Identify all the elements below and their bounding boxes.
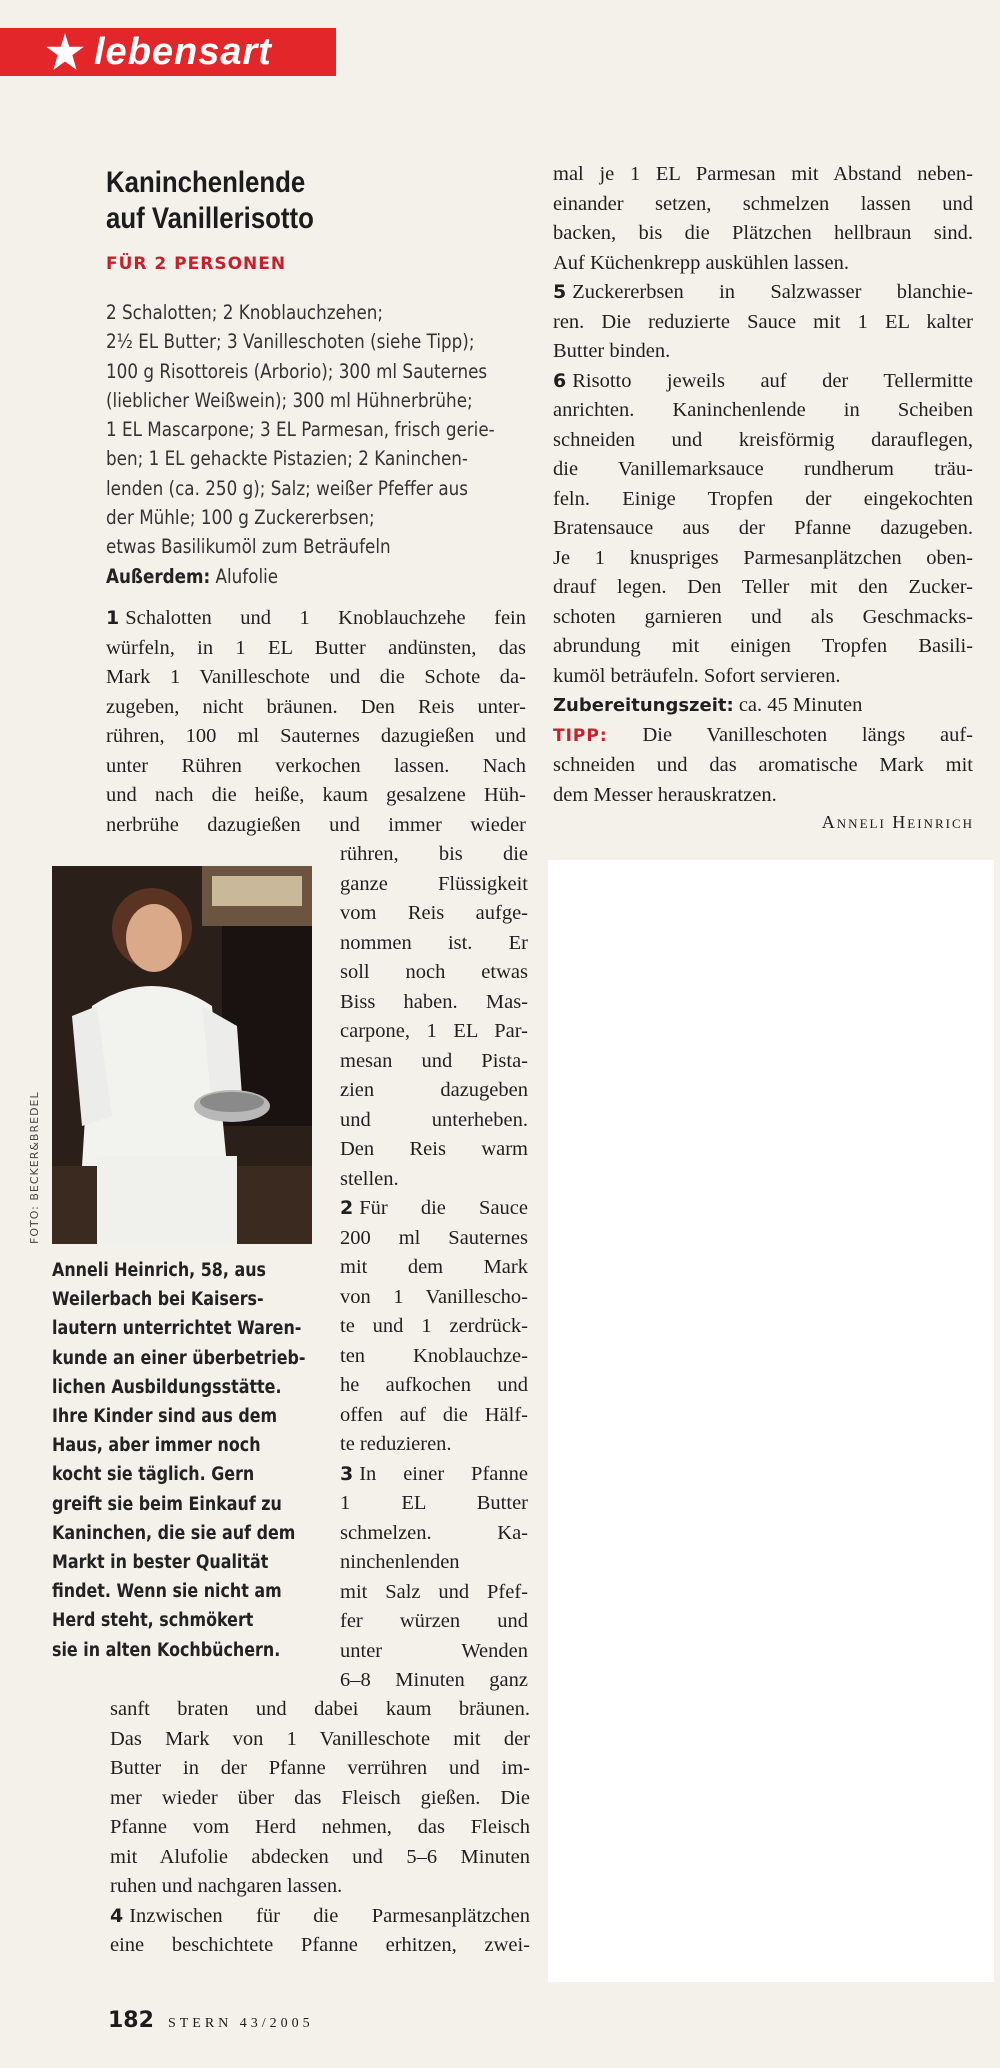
text-line: ninchenlenden bbox=[340, 1551, 460, 1573]
prep-time-value: ca. 45 Minuten bbox=[733, 694, 863, 716]
text-line: abrundung mit einigen Tropfen Basili- bbox=[553, 635, 973, 657]
step1-text bbox=[106, 604, 526, 840]
photo-credit: FOTO: BECKER&BREDEL bbox=[28, 1091, 41, 1244]
text-line: mit dem Mark bbox=[340, 1256, 528, 1278]
text-line: drauf legen. Den Teller mit den Zucker- bbox=[553, 576, 973, 598]
caption-line: Ihre Kinder sind aus dem bbox=[52, 1406, 278, 1428]
author-photo bbox=[52, 866, 312, 1244]
prep-time-label: Zubereitungszeit: bbox=[553, 695, 734, 716]
text-line: mer wieder über das Fleisch gießen. Die bbox=[110, 1786, 530, 1809]
text-line: mal je 1 EL Parmesan mit Abstand neben- bbox=[553, 163, 973, 185]
title-line: auf Vanillerisotto bbox=[106, 202, 314, 235]
text-line: ren. Die reduzierte Sauce mit 1 EL kalter bbox=[553, 310, 973, 333]
section-label: lebensart bbox=[94, 31, 272, 73]
title-line: Kaninchenlende bbox=[106, 166, 306, 199]
caption-line: kocht sie täglich. Gern bbox=[52, 1464, 255, 1486]
text-line: eine beschichtete Pfanne erhitzen, zwei- bbox=[110, 1934, 530, 1956]
prep-time bbox=[553, 691, 973, 721]
text-line: schneiden und kreisförmig darauflegen, bbox=[553, 428, 973, 451]
ingredient-line: 2 Schalotten; 2 Knoblauchzehen; bbox=[106, 301, 384, 324]
text-line: einander setzen, schmelzen lassen und bbox=[553, 192, 973, 215]
chef-photo-illustration bbox=[52, 866, 312, 1244]
text-line: Butter in der Pfanne verrühren und im- bbox=[110, 1757, 530, 1779]
text-line: Die Vanilleschoten längs auf- bbox=[642, 723, 973, 746]
caption-line: Kaninchen, die sie auf dem bbox=[52, 1522, 296, 1544]
text-line: mesan und Pista- bbox=[340, 1049, 528, 1072]
ingredient-line: lenden (ca. 250 g); Salz; weißer Pfeffer aus bbox=[106, 476, 468, 500]
section-badge bbox=[0, 28, 336, 76]
star-icon bbox=[44, 31, 86, 73]
text-line: Das Mark von 1 Vanilleschote mit der bbox=[110, 1727, 530, 1750]
text-line: 6–8 Minuten ganz bbox=[340, 1669, 528, 1691]
step-number: 3 bbox=[340, 1462, 354, 1485]
ingredient-line: 2½ EL Butter; 3 Vanilleschoten (siehe Tipp); bbox=[106, 330, 475, 354]
text-line: rühren, bis die bbox=[340, 843, 528, 865]
text-line: Je 1 knuspriges Parmesanplätzchen oben- bbox=[553, 546, 973, 569]
text-line: feln. Einige Tropfen der eingekochten bbox=[553, 487, 973, 510]
extra-line bbox=[106, 562, 476, 591]
caption-line: greift sie beim Einkauf zu bbox=[52, 1493, 282, 1515]
author-byline: Anneli Heinrich bbox=[821, 812, 974, 832]
extra-value: Alufolie bbox=[210, 564, 279, 588]
text-line: Auf Küchenkrepp auskühlen lassen. bbox=[553, 251, 850, 274]
text-line: offen auf die Hälf- bbox=[340, 1403, 528, 1426]
text-line: ruhen und nachgaren lassen. bbox=[110, 1875, 343, 1897]
caption-line: Markt in bester Qualität bbox=[52, 1552, 269, 1574]
caption-line: Haus, aber immer noch bbox=[52, 1435, 261, 1457]
text-line: unter Wenden bbox=[340, 1639, 528, 1662]
step-number: 4 bbox=[110, 1904, 124, 1927]
text-line: dem Messer herauskratzen. bbox=[553, 783, 777, 806]
text-line: schmelzen. Ka- bbox=[340, 1521, 528, 1544]
text-line: schneiden und das aromatische Mark mit bbox=[553, 754, 973, 776]
ingredient-line: etwas Basilikumöl zum Beträufeln bbox=[106, 535, 391, 559]
text-line: Biss haben. Mas- bbox=[340, 990, 528, 1013]
text-line: zugeben, nicht bräunen. Den Reis unter- bbox=[106, 695, 526, 718]
ingredient-line: ben; 1 EL gehackte Pistazien; 2 Kaninchen- bbox=[106, 447, 468, 471]
text-line: soll noch etwas bbox=[340, 961, 528, 983]
text-line: backen, bis die Plätzchen hellbraun sind. bbox=[553, 222, 973, 244]
text-line: zien dazugeben bbox=[340, 1079, 528, 1101]
servings-label: FÜR 2 PERSONEN bbox=[106, 254, 287, 274]
caption-line: sie in alten Kochbüchern. bbox=[52, 1639, 281, 1661]
text-line: carpone, 1 EL Par- bbox=[340, 1020, 528, 1042]
text-line: schoten garnieren und als Geschmacks- bbox=[553, 605, 973, 628]
caption-line: Anneli Heinrich, 58, aus bbox=[52, 1260, 266, 1281]
text-line: rühren, 100 ml Sauternes dazugießen und bbox=[106, 725, 526, 747]
text-line: In einer Pfanne bbox=[359, 1462, 528, 1485]
extra-label: Außerdem: bbox=[106, 564, 211, 588]
text-line: und nach die heiße, kaum gesalzene Hüh- bbox=[106, 784, 526, 806]
text-line: die Vanillemarksauce rundherum träu- bbox=[553, 458, 973, 480]
text-line: fer würzen und bbox=[340, 1610, 528, 1632]
text-line: anrichten. Kaninchenlende in Scheiben bbox=[553, 399, 973, 421]
text-line: Pfanne vom Herd nehmen, das Fleisch bbox=[110, 1816, 530, 1838]
caption-line: lichen Ausbildungsstätte. bbox=[52, 1376, 282, 1398]
caption-line: findet. Wenn sie nicht am bbox=[52, 1581, 282, 1603]
step1-narrow-text bbox=[340, 840, 528, 1696]
text-line: nerbrühe dazugießen und immer wieder bbox=[106, 813, 526, 836]
text-line: Zuckererbsen in Salzwasser blanchie- bbox=[572, 281, 973, 303]
text-line: ganze Flüssigkeit bbox=[340, 872, 528, 895]
page-footer bbox=[108, 2008, 314, 2033]
text-line: Risotto jeweils auf der Tellermitte bbox=[572, 369, 973, 392]
step-number: 6 bbox=[553, 369, 567, 392]
photo-caption bbox=[52, 1256, 306, 1665]
text-line: he aufkochen und bbox=[340, 1374, 528, 1396]
ingredient-line: 1 EL Mascarpone; 3 EL Parmesan, frisch gerie- bbox=[106, 418, 495, 442]
page-number: 182 bbox=[108, 2008, 154, 2033]
text-line: ten Knoblauchze- bbox=[340, 1344, 528, 1367]
text-line: Mark 1 Vanilleschote und die Schote da- bbox=[106, 666, 526, 688]
recipe-title bbox=[106, 165, 476, 237]
ingredient-line: 100 g Risottoreis (Arborio); 300 ml Sauternes bbox=[106, 359, 488, 383]
text-line: von 1 Vanillescho- bbox=[340, 1285, 528, 1308]
text-line: und unterheben. bbox=[340, 1108, 528, 1131]
text-line: mit Salz und Pfef- bbox=[340, 1580, 528, 1603]
text-line: unter Rühren verkochen lassen. Nach bbox=[106, 754, 526, 777]
text-line: mit Alufolie abdecken und 5–6 Minuten bbox=[110, 1845, 530, 1868]
text-line: vom Reis aufge- bbox=[340, 902, 528, 924]
step-number: 1 bbox=[106, 607, 120, 629]
text-line: te reduzieren. bbox=[340, 1433, 452, 1455]
text-line: te und 1 zerdrück- bbox=[340, 1315, 528, 1337]
ingredient-line: der Mühle; 100 g Zuckererbsen; bbox=[106, 506, 375, 530]
text-line: Den Reis warm bbox=[340, 1138, 528, 1160]
text-line: nommen ist. Er bbox=[340, 931, 528, 954]
right-column-text bbox=[553, 160, 973, 810]
text-line: 200 ml Sauternes bbox=[340, 1226, 528, 1249]
text-line: Butter binden. bbox=[553, 340, 671, 362]
text-line: 1 EL Butter bbox=[340, 1492, 528, 1514]
caption-line: kunde an einer überbetrieb- bbox=[52, 1347, 306, 1369]
caption-line: lautern unterrichtet Waren- bbox=[52, 1318, 302, 1340]
caption-line: Weilerbach bei Kaisers- bbox=[52, 1289, 264, 1311]
text-line: Schalotten und 1 Knoblauchzehe fein bbox=[125, 607, 526, 629]
text-line: stellen. bbox=[340, 1167, 399, 1190]
text-line: kumöl beträufeln. Sofort servieren. bbox=[553, 664, 841, 687]
blank-panel bbox=[548, 860, 994, 1982]
step3-continued-text bbox=[110, 1695, 530, 1961]
step-number: 2 bbox=[340, 1197, 354, 1219]
caption-line: Herd steht, schmökert bbox=[52, 1610, 254, 1632]
magazine-issue: STERN 43/2005 bbox=[167, 2016, 314, 2031]
text-line: Bratensauce aus der Pfanne dazugeben. bbox=[553, 517, 973, 539]
tipp-label: TIPP: bbox=[553, 725, 608, 746]
text-line: würfeln, in 1 EL Butter andünsten, das bbox=[106, 636, 526, 659]
ingredients-list bbox=[106, 298, 495, 591]
step-number: 5 bbox=[553, 281, 567, 303]
text-line: sanft braten und dabei kaum bräunen. bbox=[110, 1698, 530, 1720]
ingredient-line: (lieblicher Weißwein); 300 ml Hühnerbrühe; bbox=[106, 388, 473, 412]
text-line: Inzwischen für die Parmesanplätzchen bbox=[129, 1904, 530, 1927]
text-line: Für die Sauce bbox=[359, 1197, 528, 1219]
